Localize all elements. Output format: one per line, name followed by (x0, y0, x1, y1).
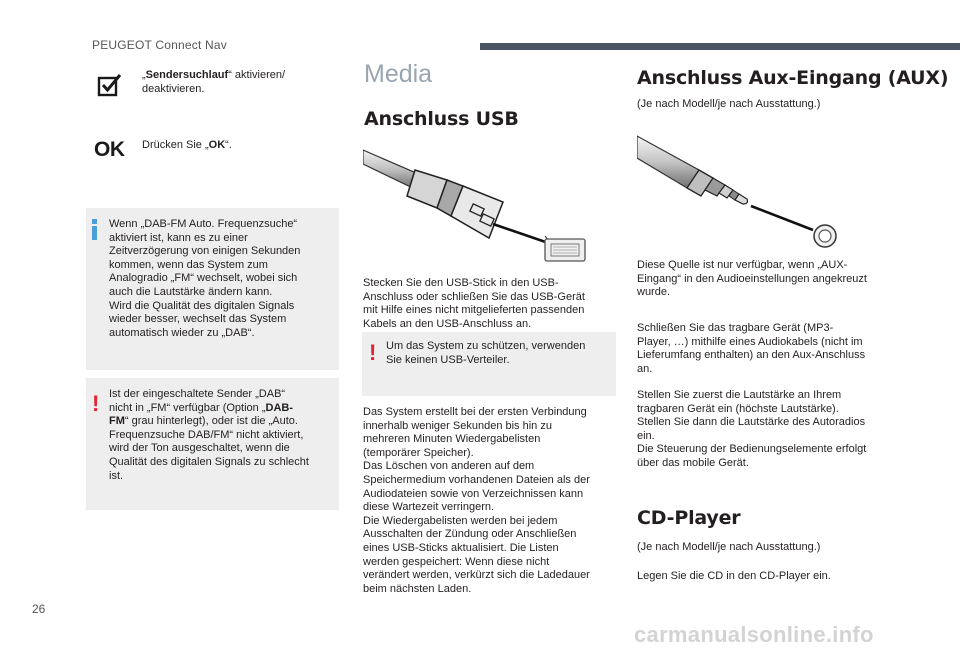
page-number: 26 (32, 602, 46, 616)
usb-warning-icon: ! (369, 340, 377, 365)
dab-info-text: Wenn „DAB-FM Auto. Frequenzsuche“ aktiviert ist, kann es zu einer Zeitverzögerung von einigen Sekunden kommen, wenn das System zum Analogradio „FM“ wechselt, wobei sich auch die Lautstärke ändern kann. Wird die Qualität des digitalen Signals wieder besser, wechselt das System automatisch wieder zu „DAB“. (109, 218, 301, 339)
cd-instruction: Legen Sie die CD in den CD-Player ein. (637, 570, 831, 582)
running-header: PEUGEOT Connect Nav (92, 38, 227, 52)
heading-aux: Anschluss Aux-Eingang (AUX) (637, 67, 949, 89)
checkbox-checked-icon (96, 72, 122, 98)
header-bar (480, 43, 960, 50)
heading-usb: Anschluss USB (364, 108, 519, 130)
dab-warning-text: Ist der eingeschaltete Sender „DAB“ nicht in „FM“ verfügbar (Option „DAB- FM“ grau hinterlegt), oder ist die „Auto. Frequenzsuche DAB/FM“ nicht aktiviert, wird der Ton ausgeschaltet, wenn die Qualität des digitalen Signals zu schlecht ist. (109, 388, 309, 482)
aux-jack-illustration (637, 132, 847, 252)
info-icon (92, 219, 97, 240)
watermark: carmanualsonline.info (634, 622, 874, 647)
warning-icon: ! (92, 391, 100, 416)
aux-paragraph-1: Diese Quelle ist nur verfügbar, wenn „AUX- Eingang“ in den Audioeinstellungen angekreuzt wurde. (637, 259, 867, 299)
ok-icon: OK (94, 138, 125, 161)
aux-paragraph-3: Stellen Sie zuerst die Lautstärke an Ihrem tragbaren Gerät ein (höchste Lautstärke). Stellen Sie dann die Lautstärke des Autoradios ein. Die Steuerung der Bedienungselemente erfolgt über das mobile Gerät. (637, 389, 867, 469)
usb-warning-text: Um das System zu schützen, verwenden Sie keinen USB-Verteiler. (386, 340, 586, 366)
ok-instruction: Drücken Sie „OK“. (142, 139, 232, 151)
search-toggle-instruction: „Sendersuchlauf“ aktivieren/ deaktivieren. (142, 69, 286, 95)
usb-body-text: Das System erstellt bei der ersten Verbindung innerhalb weniger Sekunden bis hin zu mehreren Minuten Wiedergabelisten (temporärer Speicher). Das Löschen von anderen auf dem Speichermedium vorhandenen Dateien als der Audiodateien sowie von Verzeichnissen kann diese Wartezeit verringern. Die Wiedergabelisten werden bei jedem Ausschalten der Zündung oder Anschließen eines USB-Sticks aktualisiert. Die Listen werden gespeichert: Wenn diese nicht verändert werden, verkürzt sich die Ladedauer beim nächsten Laden. (363, 406, 590, 595)
usb-plug-illustration (363, 144, 593, 266)
cd-availability-note: (Je nach Modell/je nach Ausstattung.) (637, 541, 821, 553)
section-title-media: Media (364, 60, 433, 88)
heading-cd-player: CD-Player (637, 507, 741, 529)
aux-paragraph-2: Schließen Sie das tragbare Gerät (MP3- Player, …) mithilfe eines Audiokabels (nicht im Lieferumfang enthalten) an den Aux-Anschluss an. (637, 322, 866, 375)
aux-availability-note: (Je nach Modell/je nach Ausstattung.) (637, 98, 821, 110)
usb-intro-text: Stecken Sie den USB-Stick in den USB- Anschluss oder schließen Sie das USB-Gerät mit Hilfe eines nicht mitgelieferten passenden Kabels an den USB-Anschluss an. (363, 277, 585, 330)
